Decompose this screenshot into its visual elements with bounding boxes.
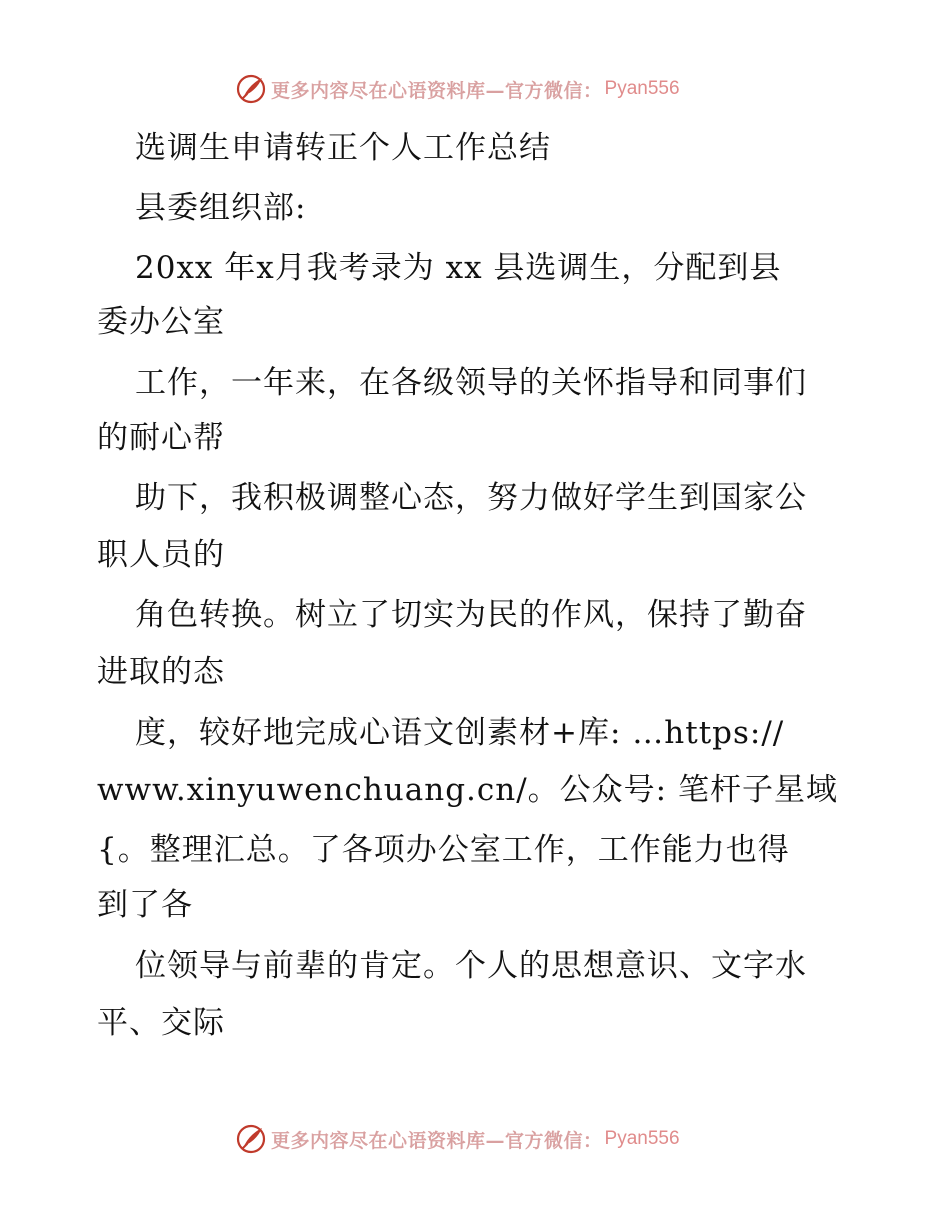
- banner-account: Pyan556: [604, 78, 680, 99]
- paragraph-line: 角色转换。树立了切实为民的作风，保持了勤奋: [135, 597, 807, 633]
- feather-pen-icon: [235, 73, 267, 105]
- banner-text: 更多内容尽在心语资料库—官方微信：: [271, 79, 603, 102]
- paragraph-line: 的耐心帮: [97, 420, 225, 456]
- paragraph-line: 20xx 年x月我考录为 xx 县选调生，分配到县: [135, 250, 782, 286]
- paragraph-line: {。整理汇总。了各项办公室工作，工作能力也得: [97, 832, 790, 868]
- paragraph-line: 委办公室: [97, 304, 225, 340]
- footer-banner: [235, 1122, 680, 1156]
- feather-pen-icon: [235, 1123, 267, 1155]
- paragraph-line: www.xinyuwenchuang.cn/。公众号: 笔杆子星域: [97, 772, 838, 808]
- document-title: 选调生申请转正个人工作总结: [135, 130, 551, 166]
- salutation: 县委组织部:: [135, 190, 307, 226]
- paragraph-line: 进取的态: [97, 654, 225, 690]
- paragraph-line: 职人员的: [97, 537, 225, 573]
- paragraph-line: 工作，一年来，在各级领导的关怀指导和同事们: [135, 365, 807, 401]
- paragraph-line: 助下，我积极调整心态，努力做好学生到国家公: [135, 480, 807, 516]
- paragraph-line: 位领导与前辈的肯定。个人的思想意识、文字水: [135, 948, 807, 984]
- header-banner: [235, 72, 680, 106]
- paragraph-line: 到了各: [97, 887, 193, 923]
- banner-text: 更多内容尽在心语资料库—官方微信：: [271, 1129, 603, 1152]
- paragraph-line: 度，较好地完成心语文创素材+库: …https://: [135, 715, 785, 751]
- banner-account: Pyan556: [604, 1128, 680, 1149]
- paragraph-line: 平、交际: [97, 1005, 225, 1041]
